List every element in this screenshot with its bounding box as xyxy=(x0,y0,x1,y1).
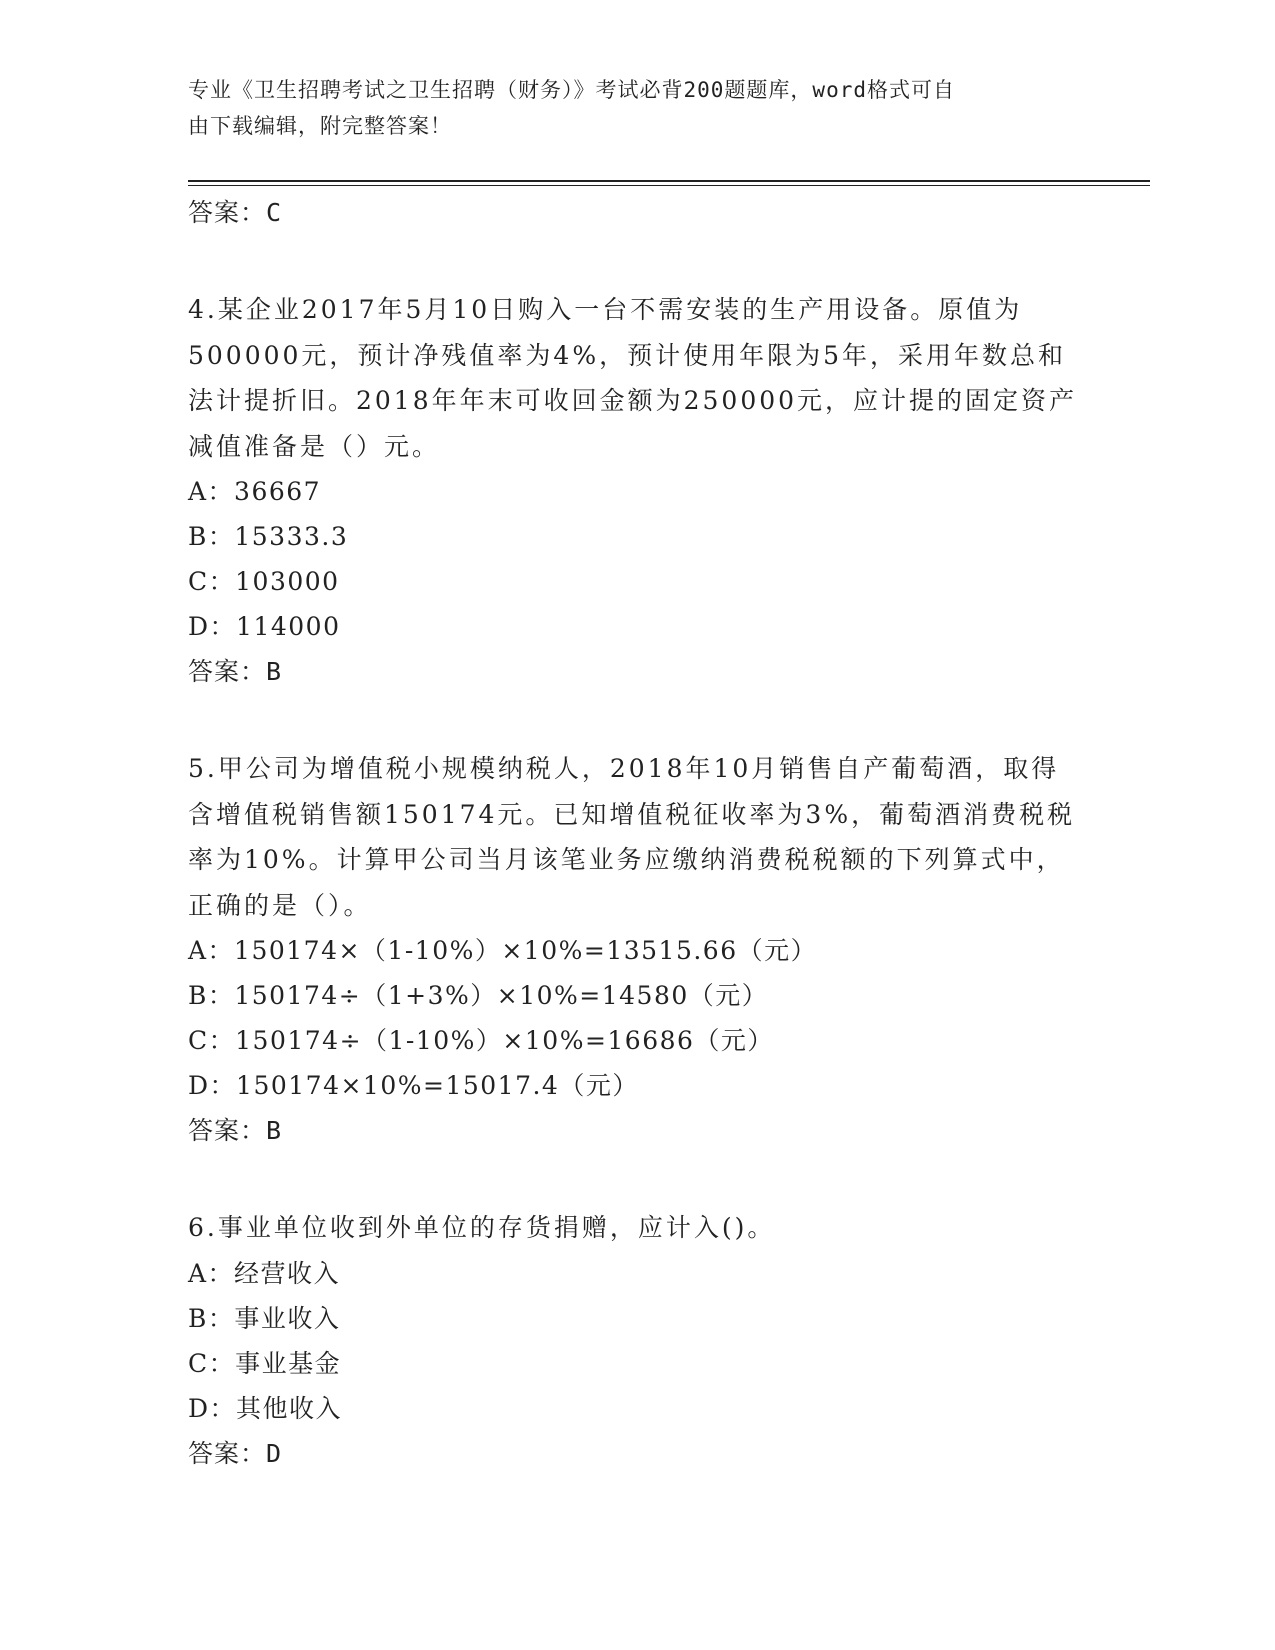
question-6 xyxy=(188,1205,1088,1476)
stem-line: 法计提折旧。2018年年末可收回金额为250000元，应计提的固定资产 xyxy=(188,386,1078,415)
option-d: D：150174×10%=15017.4（元） xyxy=(188,1071,639,1100)
option-b: B：150174÷（1+3%）×10%=14580（元） xyxy=(188,981,769,1010)
option-a: A：150174×（1-10%）×10%=13515.66（元） xyxy=(188,936,818,965)
stem-line: 正确的是（）。 xyxy=(188,890,372,920)
answer-6: 答案：D xyxy=(188,1438,283,1468)
option-c: C：103000 xyxy=(188,567,340,596)
header-divider-thin xyxy=(188,185,1150,186)
stem-line: 6.事业单位收到外单位的存货捐赠，应计入()。 xyxy=(188,1213,776,1242)
question-stem xyxy=(188,287,1088,469)
question-5 xyxy=(188,746,1088,1153)
answer-4: 答案：B xyxy=(188,657,283,686)
stem-line: 率为10%。计算甲公司当月该笔业务应缴纳消费税税额的下列算式中， xyxy=(188,845,1065,874)
answer-5: 答案：B xyxy=(188,1116,283,1145)
option-d: D：其他收入 xyxy=(188,1393,343,1423)
option-d: D：114000 xyxy=(188,612,341,641)
header-line-2: 由下载编辑，附完整答案！ xyxy=(188,114,452,138)
question-4 xyxy=(188,287,1088,694)
stem-line: 5.甲公司为增值税小规模纳税人，2018年10月销售自产葡萄酒，取得 xyxy=(188,754,1060,783)
option-a: A：经营收入 xyxy=(188,1258,341,1288)
header-divider-thick xyxy=(188,180,1150,182)
option-a: A：36667 xyxy=(188,477,322,506)
question-list xyxy=(188,190,1088,1476)
option-b: B：事业收入 xyxy=(188,1303,341,1333)
question-stem xyxy=(188,1205,1088,1251)
stem-line: 含增值税销售额150174元。已知增值税征收率为3%，葡萄酒消费税税 xyxy=(188,799,1076,829)
stem-line: 4.某企业2017年5月10日购入一台不需安装的生产用设备。原值为 xyxy=(188,295,1023,324)
option-c: C：事业基金 xyxy=(188,1348,342,1378)
stem-line: 减值准备是（）元。 xyxy=(188,431,441,461)
document-header xyxy=(188,72,1068,144)
option-b: B：15333.3 xyxy=(188,522,349,551)
question-stem xyxy=(188,746,1088,928)
option-c: C：150174÷（1-10%）×10%=16686（元） xyxy=(188,1026,774,1055)
header-line-1: 专业《卫生招聘考试之卫生招聘（财务）》考试必背200题题库，word格式可自 xyxy=(188,78,955,102)
stem-line: 500000元，预计净残值率为4%，预计使用年限为5年，采用年数总和 xyxy=(188,340,1067,370)
answer-previous: 答案：C xyxy=(188,198,283,227)
